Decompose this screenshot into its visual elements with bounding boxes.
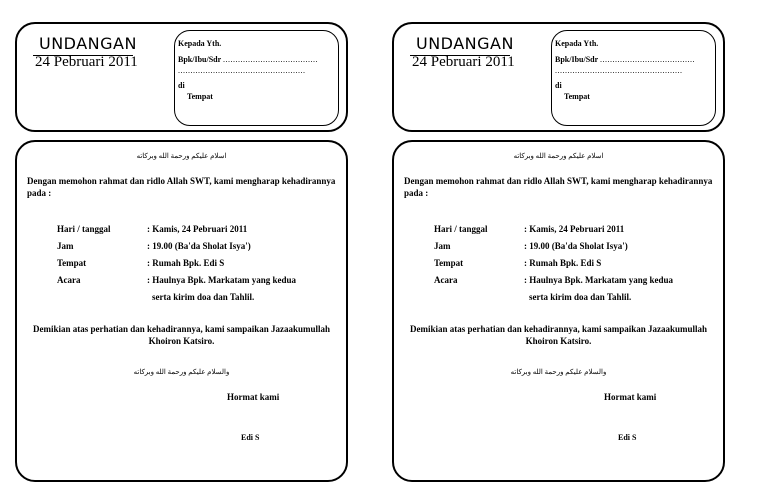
address-box [174,30,339,126]
invitation-body-box [392,140,725,482]
invitation-body-box [15,140,348,482]
address-place: Tempat [187,92,213,101]
detail-value: : Rumah Bpk. Edi S [147,258,225,268]
detail-label: Jam [434,241,451,251]
address-dots-line: ................................................... [555,66,683,75]
detail-event-continuation: serta kirim doa dan Tahlil. [152,292,255,302]
invitation-title: UNDANGAN [39,34,137,53]
detail-row-time [57,241,251,251]
signature-name: Edi S [241,433,260,442]
address-dots-line: ................................................... [178,66,306,75]
invitation-date: 24 Pebruari 2011 [35,54,138,70]
detail-label: Hari / tanggal [434,224,488,234]
detail-label: Tempat [57,258,87,268]
address-to: Kepada Yth. [178,39,222,48]
detail-event-continuation: serta kirim doa dan Tahlil. [529,292,632,302]
invitation-header-box [392,22,725,132]
detail-value: : 19.00 (Ba'da Sholat Isya') [524,241,628,251]
address-name-dots: ...................................... [223,55,318,64]
arabic-greeting: اسلام عليكم ورحمة الله وبركاته [513,152,604,160]
detail-value: : Kamis, 24 Pebruari 2011 [524,224,625,234]
detail-value: : 19.00 (Ba'da Sholat Isya') [147,241,251,251]
detail-row-place [57,258,224,268]
address-box [551,30,716,126]
invitation-header-box [15,22,348,132]
invitation-closing: Demikian atas perhatian dan kehadirannya, kami sampaikan Jazaakumullah Khoiron Katsiro. [409,324,708,346]
arabic-closing: والسلام عليكم ورحمة الله وبركاته [133,368,230,376]
address-name-line [178,55,318,64]
invitation-intro: Dengan memohon rahmat dan ridlo Allah SWT, kami mengharap kehadirannya pada : [404,176,713,198]
detail-value: : Haulnya Bpk. Markatam yang kedua [524,275,674,285]
detail-value: : Haulnya Bpk. Markatam yang kedua [147,275,297,285]
detail-value: : Rumah Bpk. Edi S [524,258,602,268]
detail-row-place [434,258,601,268]
address-di: di [555,81,562,90]
detail-value: : Kamis, 24 Pebruari 2011 [147,224,248,234]
detail-label: Tempat [434,258,464,268]
signature-name: Edi S [618,433,637,442]
regards-text: Hormat kami [227,392,280,402]
detail-label: Acara [434,275,458,285]
arabic-greeting: اسلام عليكم ورحمة الله وبركاته [136,152,227,160]
address-di: di [178,81,185,90]
regards-text: Hormat kami [604,392,657,402]
detail-label: Acara [57,275,81,285]
invitation-intro: Dengan memohon rahmat dan ridlo Allah SWT, kami mengharap kehadirannya pada : [27,176,336,198]
invitation-date: 24 Pebruari 2011 [412,54,515,70]
invitation-closing: Demikian atas perhatian dan kehadirannya, kami sampaikan Jazaakumullah Khoiron Katsiro. [32,324,331,346]
address-name-line [555,55,695,64]
detail-row-event [57,275,296,285]
detail-label: Jam [57,241,74,251]
address-name-dots: ...................................... [600,55,695,64]
address-place: Tempat [564,92,590,101]
detail-row-date [57,224,247,234]
invitation-title: UNDANGAN [416,34,514,53]
address-to: Kepada Yth. [555,39,599,48]
detail-label: Hari / tanggal [57,224,111,234]
arabic-closing: والسلام عليكم ورحمة الله وبركاته [510,368,607,376]
address-name-label: Bpk/Ibu/Sdr [178,55,221,64]
detail-row-date [434,224,624,234]
detail-row-time [434,241,628,251]
detail-row-event [434,275,673,285]
address-name-label: Bpk/Ibu/Sdr [555,55,598,64]
